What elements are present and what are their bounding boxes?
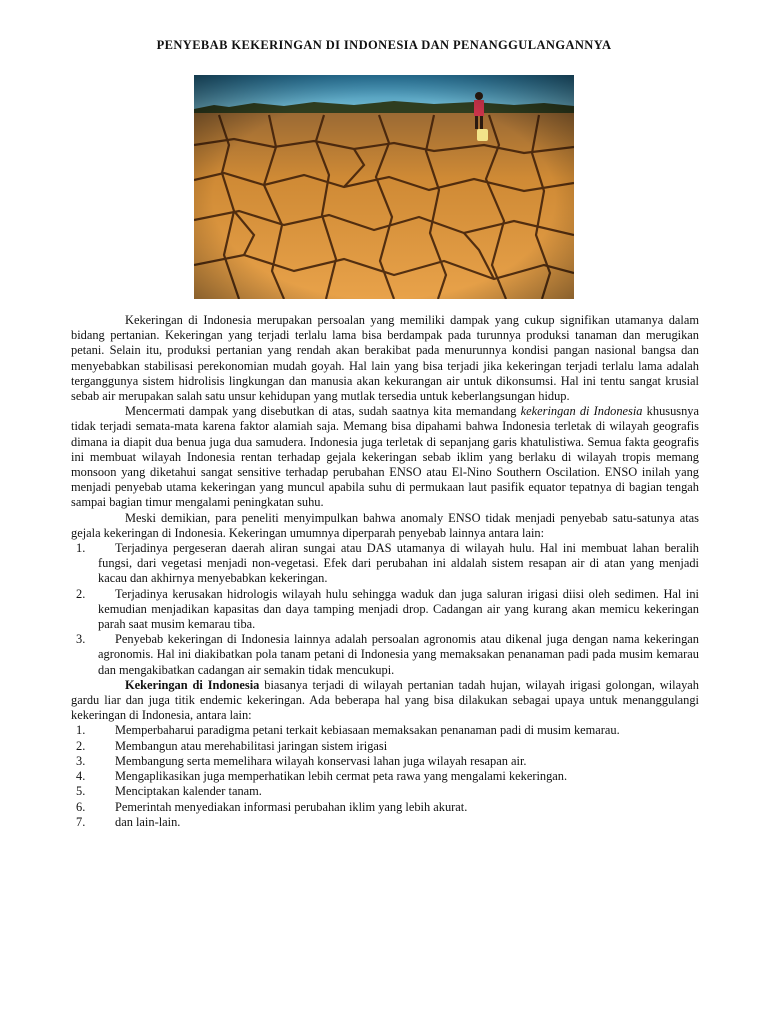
list-text: Menciptakan kalender tanam. — [115, 784, 262, 799]
paragraph-4 — [71, 678, 699, 724]
list-text: Membangun atau merehabilitasi jaringan sistem irigasi — [115, 738, 388, 753]
paragraph-2 — [71, 404, 699, 510]
list-item — [71, 769, 699, 784]
list-number: 3. — [76, 632, 86, 647]
paragraph-4-bold: Kekeringan di Indonesia — [125, 677, 260, 692]
list-text: dan lain-lain. — [115, 814, 181, 829]
list-item — [71, 815, 699, 830]
list-number: 7. — [76, 814, 86, 829]
paragraph-2-rest: khususnya tidak terjadi semata-mata karena faktor alamiah saja. Memang bisa dipahami bahwa Indonesia terletak di wilayah geografis dimana ia diapit dua benua juga dua samudera. Indonesia juga terletak di sepanjang garis khatulistiwa. Semua fakta geografis ini membuat wilayah Indonesia rentan terhadap gejala kekeringan sebab iklim yang berlaku di wilayah tropis memang monsoon yang diketahui sangat sensitive terhadap perubahan ENSO atau El-Nino Southern Oscilation. ENSO inilah yang menjadi penyebab utama kekeringan yang muncul apabila suhu di permukaan laut pasifik equator tepatnya di bagian tengah sampai bagian timur mengalami peningkatan suhu. — [71, 404, 699, 510]
list-item — [71, 723, 699, 738]
list-number: 3. — [76, 753, 86, 768]
list-item — [71, 754, 699, 769]
document-title: PENYEBAB KEKERINGAN DI INDONESIA DAN PENANGGULANGANNYA — [156, 38, 612, 52]
paragraph-4-rest: biasanya terjadi di wilayah pertanian tadah hujan, wilayah irigasi golongan, wilayah gardu liar dan juga titik endemic kekeringan. Ada beberapa hal yang bisa dilakukan sebagai upaya untuk menanggulangi kekeringan di Indonesia, antara lain: — [71, 677, 699, 723]
list-number: 1. — [76, 723, 86, 738]
paragraph-1: Kekeringan di Indonesia merupakan persoalan yang memiliki dampak yang cukup signifikan utamanya dalam bidang pertanian. Kekeringan yang terjadi terlalu lama bisa berdampak pada turunnya produksi tanaman dan merugikan petani. Selain itu, produksi pertanian yang rendah akan berakibat pada menurunnya kondisi pangan nasional bangsa dan menyebabkan stabilisasi perekonomian mudah goyah. Hal lain yang bisa terjadi jika kekeringan terjadi terlalu lama adalah terganggunya sistem hidrolisis lingkungan dan manusia akan kekurangan air untuk dikonsumsi. Hal ini tentu sangat krusial sebab air merupakan salah satu unsur kehidupan yang mutlak tersedia untuk keberlangsungan hidup. — [71, 313, 699, 404]
solutions-list — [71, 723, 699, 829]
causes-list — [71, 541, 699, 678]
list-item — [71, 587, 699, 633]
list-number: 2. — [76, 586, 86, 601]
paragraph-3: Meski demikian, para peneliti menyimpulkan bahwa anomaly ENSO tidak menjadi penyebab satu-satunya atas gejala kekeringan di Indonesia. Kekeringan umumnya diperparah penyebab lainnya antara lain: — [71, 510, 699, 540]
list-text: Penyebab kekeringan di Indonesia lainnya adalah persoalan agronomis atau dikenal juga dengan nama kekeringan agronomis. Hal ini diakibatkan pola tanam petani di Indonesia yang memaksakan penanaman padi pada musim kemarau dan mengakibatkan cadangan air semakin tidak mencukupi. — [98, 632, 699, 677]
drought-photo — [194, 75, 574, 299]
paragraph-2-start: Mencermati dampak yang disebutkan di atas, sudah saatnya kita memandang — [125, 404, 521, 419]
list-text: Pemerintah menyediakan informasi perubahan iklim yang lebih akurat. — [115, 799, 468, 814]
list-number: 6. — [76, 799, 86, 814]
list-number: 2. — [76, 738, 86, 753]
list-item — [71, 784, 699, 799]
article-body — [71, 313, 699, 830]
list-number: 5. — [76, 784, 86, 799]
list-item — [71, 739, 699, 754]
list-text: Terjadinya kerusakan hidrologis wilayah hulu sehingga waduk dan juga saluran irigasi diisi oleh sedimen. Hal ini kemudian menjadikan kapasitas dan daya tamping menjadi drop. Cadangan air yang kurang akan memicu kekeringan parah saat musim kemarau tiba. — [98, 586, 699, 632]
list-item — [71, 632, 699, 678]
list-text: Membangung serta memelihara wilayah konservasi lahan juga wilayah resapan air. — [115, 753, 527, 768]
cracked-earth-image — [194, 75, 574, 299]
list-item — [71, 541, 699, 587]
list-item — [71, 800, 699, 815]
list-number: 4. — [76, 769, 86, 784]
paragraph-2-italic: kekeringan di Indonesia — [520, 404, 643, 419]
list-text: Terjadinya pergeseran daerah aliran sungai atau DAS utamanya di wilayah hulu. Hal ini membuat lahan beralih fungsi, dari vegetasi menjadi non-vegetasi. Efek dari perubahan ini aldalah sistem resapan air di atan yang menjadi kacau dan akhirnya menyebabkan kekeringan. — [98, 541, 699, 586]
list-number: 1. — [76, 541, 86, 556]
list-text: Mengaplikasikan juga memperhatikan lebih cermat peta rawa yang mengalami kekeringan. — [115, 769, 568, 784]
list-text: Memperbaharui paradigma petani terkait kebiasaan memaksakan penanaman padi di musim kemarau. — [115, 723, 620, 738]
